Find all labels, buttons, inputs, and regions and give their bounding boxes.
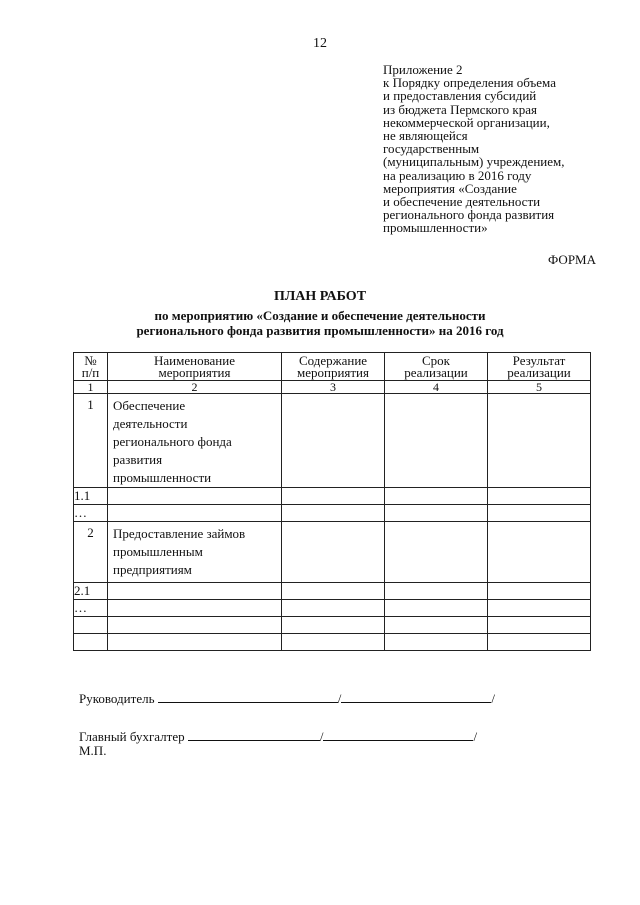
appendix-line: мероприятия «Создание: [383, 180, 517, 196]
table-header-row: [74, 353, 591, 381]
header-result: Результат реализации: [488, 353, 591, 381]
column-number: 4: [385, 381, 488, 394]
appendix-line: к Порядку определения объема: [383, 75, 556, 91]
deadline-cell: [385, 394, 488, 488]
appendix-line: из бюджета Пермского края: [383, 101, 538, 117]
appendix-line: (муниципальным) учреждением,: [383, 154, 565, 170]
slash: /: [473, 729, 478, 744]
plan-table: [73, 352, 591, 651]
row-number: …: [74, 600, 108, 617]
head-signature-line: [79, 690, 495, 707]
row-number: 2: [74, 522, 108, 583]
name-blank: [323, 728, 473, 741]
slash: /: [319, 729, 324, 744]
table-row: [74, 583, 591, 600]
table-row: [74, 522, 591, 583]
subtitle-line: регионального фонда развития промышленности» на 2016 год: [136, 323, 504, 338]
subtitle-line: по мероприятию «Создание и обеспечение деятельности: [154, 308, 486, 323]
column-number: 1: [74, 381, 108, 394]
signature-blank: [188, 728, 320, 741]
table-row: [74, 488, 591, 505]
content-cell: [282, 522, 385, 583]
table-row: [74, 600, 591, 617]
row-number: 2.1: [74, 583, 108, 600]
row-number: 1: [74, 394, 108, 488]
header-number: № п/п: [74, 353, 108, 381]
header-content: Содержание мероприятия: [282, 353, 385, 381]
appendix-line: некоммерческой организации,: [383, 114, 550, 130]
table-row: [74, 634, 591, 651]
appendix-line: промышленности»: [383, 220, 488, 236]
activity-name: Обеспечение деятельности регионального фонда развития промышленности: [108, 394, 282, 488]
accountant-label: Главный бухгалтер: [79, 729, 185, 744]
column-number: 5: [488, 381, 591, 394]
table-row: [74, 394, 591, 488]
table-row: [74, 617, 591, 634]
column-number: 2: [108, 381, 282, 394]
header-deadline: Срок реализации: [385, 353, 488, 381]
result-cell: [488, 394, 591, 488]
appendix-line: Приложение 2: [383, 62, 463, 77]
document-title: ПЛАН РАБОТ: [273, 289, 367, 304]
row-number: 1.1: [74, 488, 108, 505]
page-number: 12: [313, 36, 327, 51]
header-name: Наименование мероприятия: [108, 353, 282, 381]
content-cell: [282, 394, 385, 488]
form-label: ФОРМА: [548, 252, 596, 267]
column-number-row: [74, 381, 591, 394]
signature-blank: [158, 690, 338, 703]
table-row: [74, 505, 591, 522]
appendix-line: на реализацию в 2016 году: [383, 167, 532, 183]
appendix-line: не являющейся: [383, 128, 468, 144]
accountant-signature-line: [79, 728, 477, 745]
appendix-line: государственным: [383, 141, 480, 157]
appendix-line: и предоставления субсидий: [383, 88, 537, 104]
activity-name: Предоставление займов промышленным предприятиям: [108, 522, 282, 583]
row-number: …: [74, 505, 108, 522]
stamp-label: М.П.: [79, 743, 107, 758]
head-label: Руководитель: [79, 691, 155, 706]
deadline-cell: [385, 522, 488, 583]
appendix-block: [383, 63, 623, 235]
appendix-line: и обеспечение деятельности: [383, 194, 541, 210]
document-subtitle: [0, 308, 640, 338]
result-cell: [488, 522, 591, 583]
slash: /: [491, 691, 495, 706]
name-blank: [341, 690, 491, 703]
column-number: 3: [282, 381, 385, 394]
slash: /: [337, 691, 342, 706]
appendix-line: регионального фонда развития: [383, 207, 555, 223]
